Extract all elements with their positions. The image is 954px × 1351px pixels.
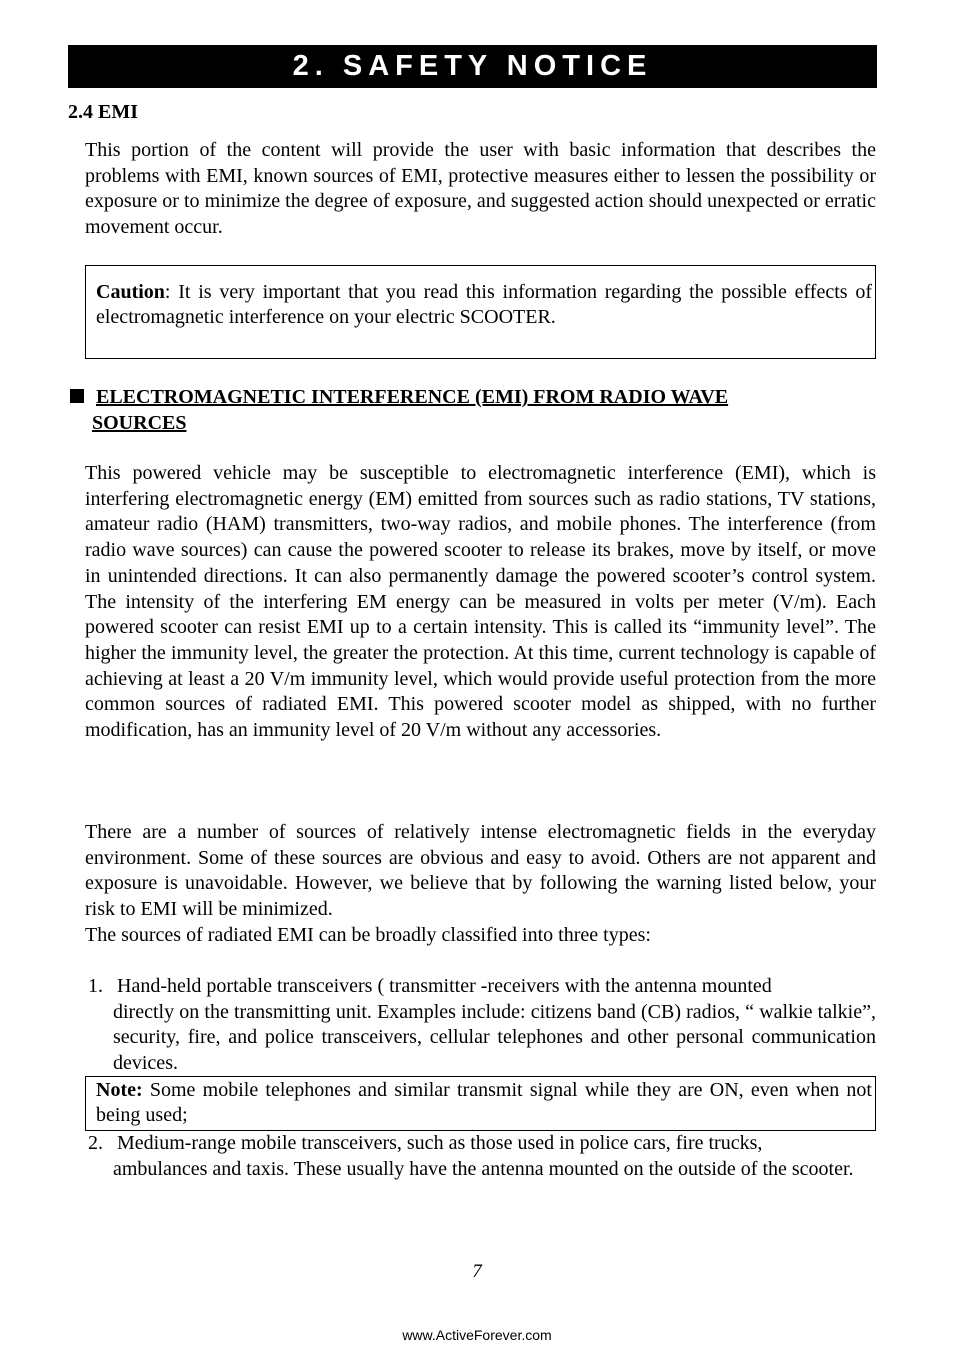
list-item-first-line: Hand-held portable transceivers ( transmitter -receivers with the antenna mounted — [117, 975, 772, 997]
caution-label: Caution — [96, 281, 165, 303]
list-number: 2. — [88, 1132, 103, 1154]
note-text: Some mobile telephones and similar transmit signal while they are ON, even when not being used; — [96, 1079, 872, 1126]
paragraph-classification: The sources of radiated EMI can be broadly classified into three types: — [85, 924, 651, 946]
list-number: 1. — [88, 975, 103, 997]
paragraph-sources: There are a number of sources of relatively intense electromagnetic fields in the everyday environment. Some of these sources are obvious and easy to avoid. Others are not apparent and exposure is unavoidable. However, we believe that by following the warning listed below, your risk to EMI will be minimized. — [85, 821, 876, 921]
list-item — [88, 1131, 876, 1182]
list-item-text: directly on the transmitting unit. Examples include: citizens band (CB) radios, “ walkie talkie”, security, fire, and police transceivers, cellular telephones and other personal communication devices. — [113, 1000, 876, 1075]
square-bullet-icon — [70, 389, 84, 403]
footer-website: www.ActiveForever.com — [402, 1327, 552, 1343]
list-item-text: ambulances and taxis. These usually have the antenna mounted on the outside of the scooter. — [113, 1157, 854, 1180]
caution-text: : It is very important that you read this information regarding the possible effects of electromagnetic interference on your electric SCOOTER. — [96, 281, 872, 328]
page-title: 2. SAFETY NOTICE — [68, 45, 877, 88]
paragraph-emi-description: This powered vehicle may be susceptible to electromagnetic interference (EMI), which is interfering electromagnetic energy (EM) emitted from sources such as radio stations, TV stations, amateur radio (HAM) transmitters, two-way radios, and mobile phones. The interference (from radio wave sources) can cause the powered scooter to release its brakes, move by itself, or move in unintended directions. It can also permanently damage the powered scooter’s control system. The intensity of the interfering EM energy can be measured in volts per meter (V/m). Each powered scooter can resist EMI up to a certain intensity. This is called its “immunity level”. The higher the immunity level, the greater the protection. At this time, current technology is capable of achieving at least a 20 V/m immunity level, which would provide useful protection from the more common sources of radiated EMI. This powered scooter model as shipped, with no further modification, has an immunity level of 20 V/m without any accessories. — [85, 462, 876, 742]
note-box — [85, 1076, 876, 1131]
section-heading: 2.4 EMI — [68, 101, 138, 123]
intro-paragraph: This portion of the content will provide the user with basic information that describes the problems with EMI, known sources of EMI, protective measures either to lessen the possibility or exposure or to minimize the degree of exposure, and suggested action should unexpected or erratic movement occur. — [85, 139, 876, 239]
page-number: 7 — [472, 1261, 482, 1282]
caution-box — [85, 265, 876, 359]
emi-heading-line2: SOURCES — [92, 412, 187, 434]
emi-heading — [70, 384, 860, 436]
list-item — [88, 974, 876, 1077]
note-label: Note: — [96, 1079, 143, 1101]
emi-heading-line1: ELECTROMAGNETIC INTERFERENCE (EMI) FROM RADIO WAVE — [96, 386, 729, 408]
list-item-first-line: Medium-range mobile transceivers, such as those used in police cars, fire trucks, — [117, 1132, 763, 1154]
